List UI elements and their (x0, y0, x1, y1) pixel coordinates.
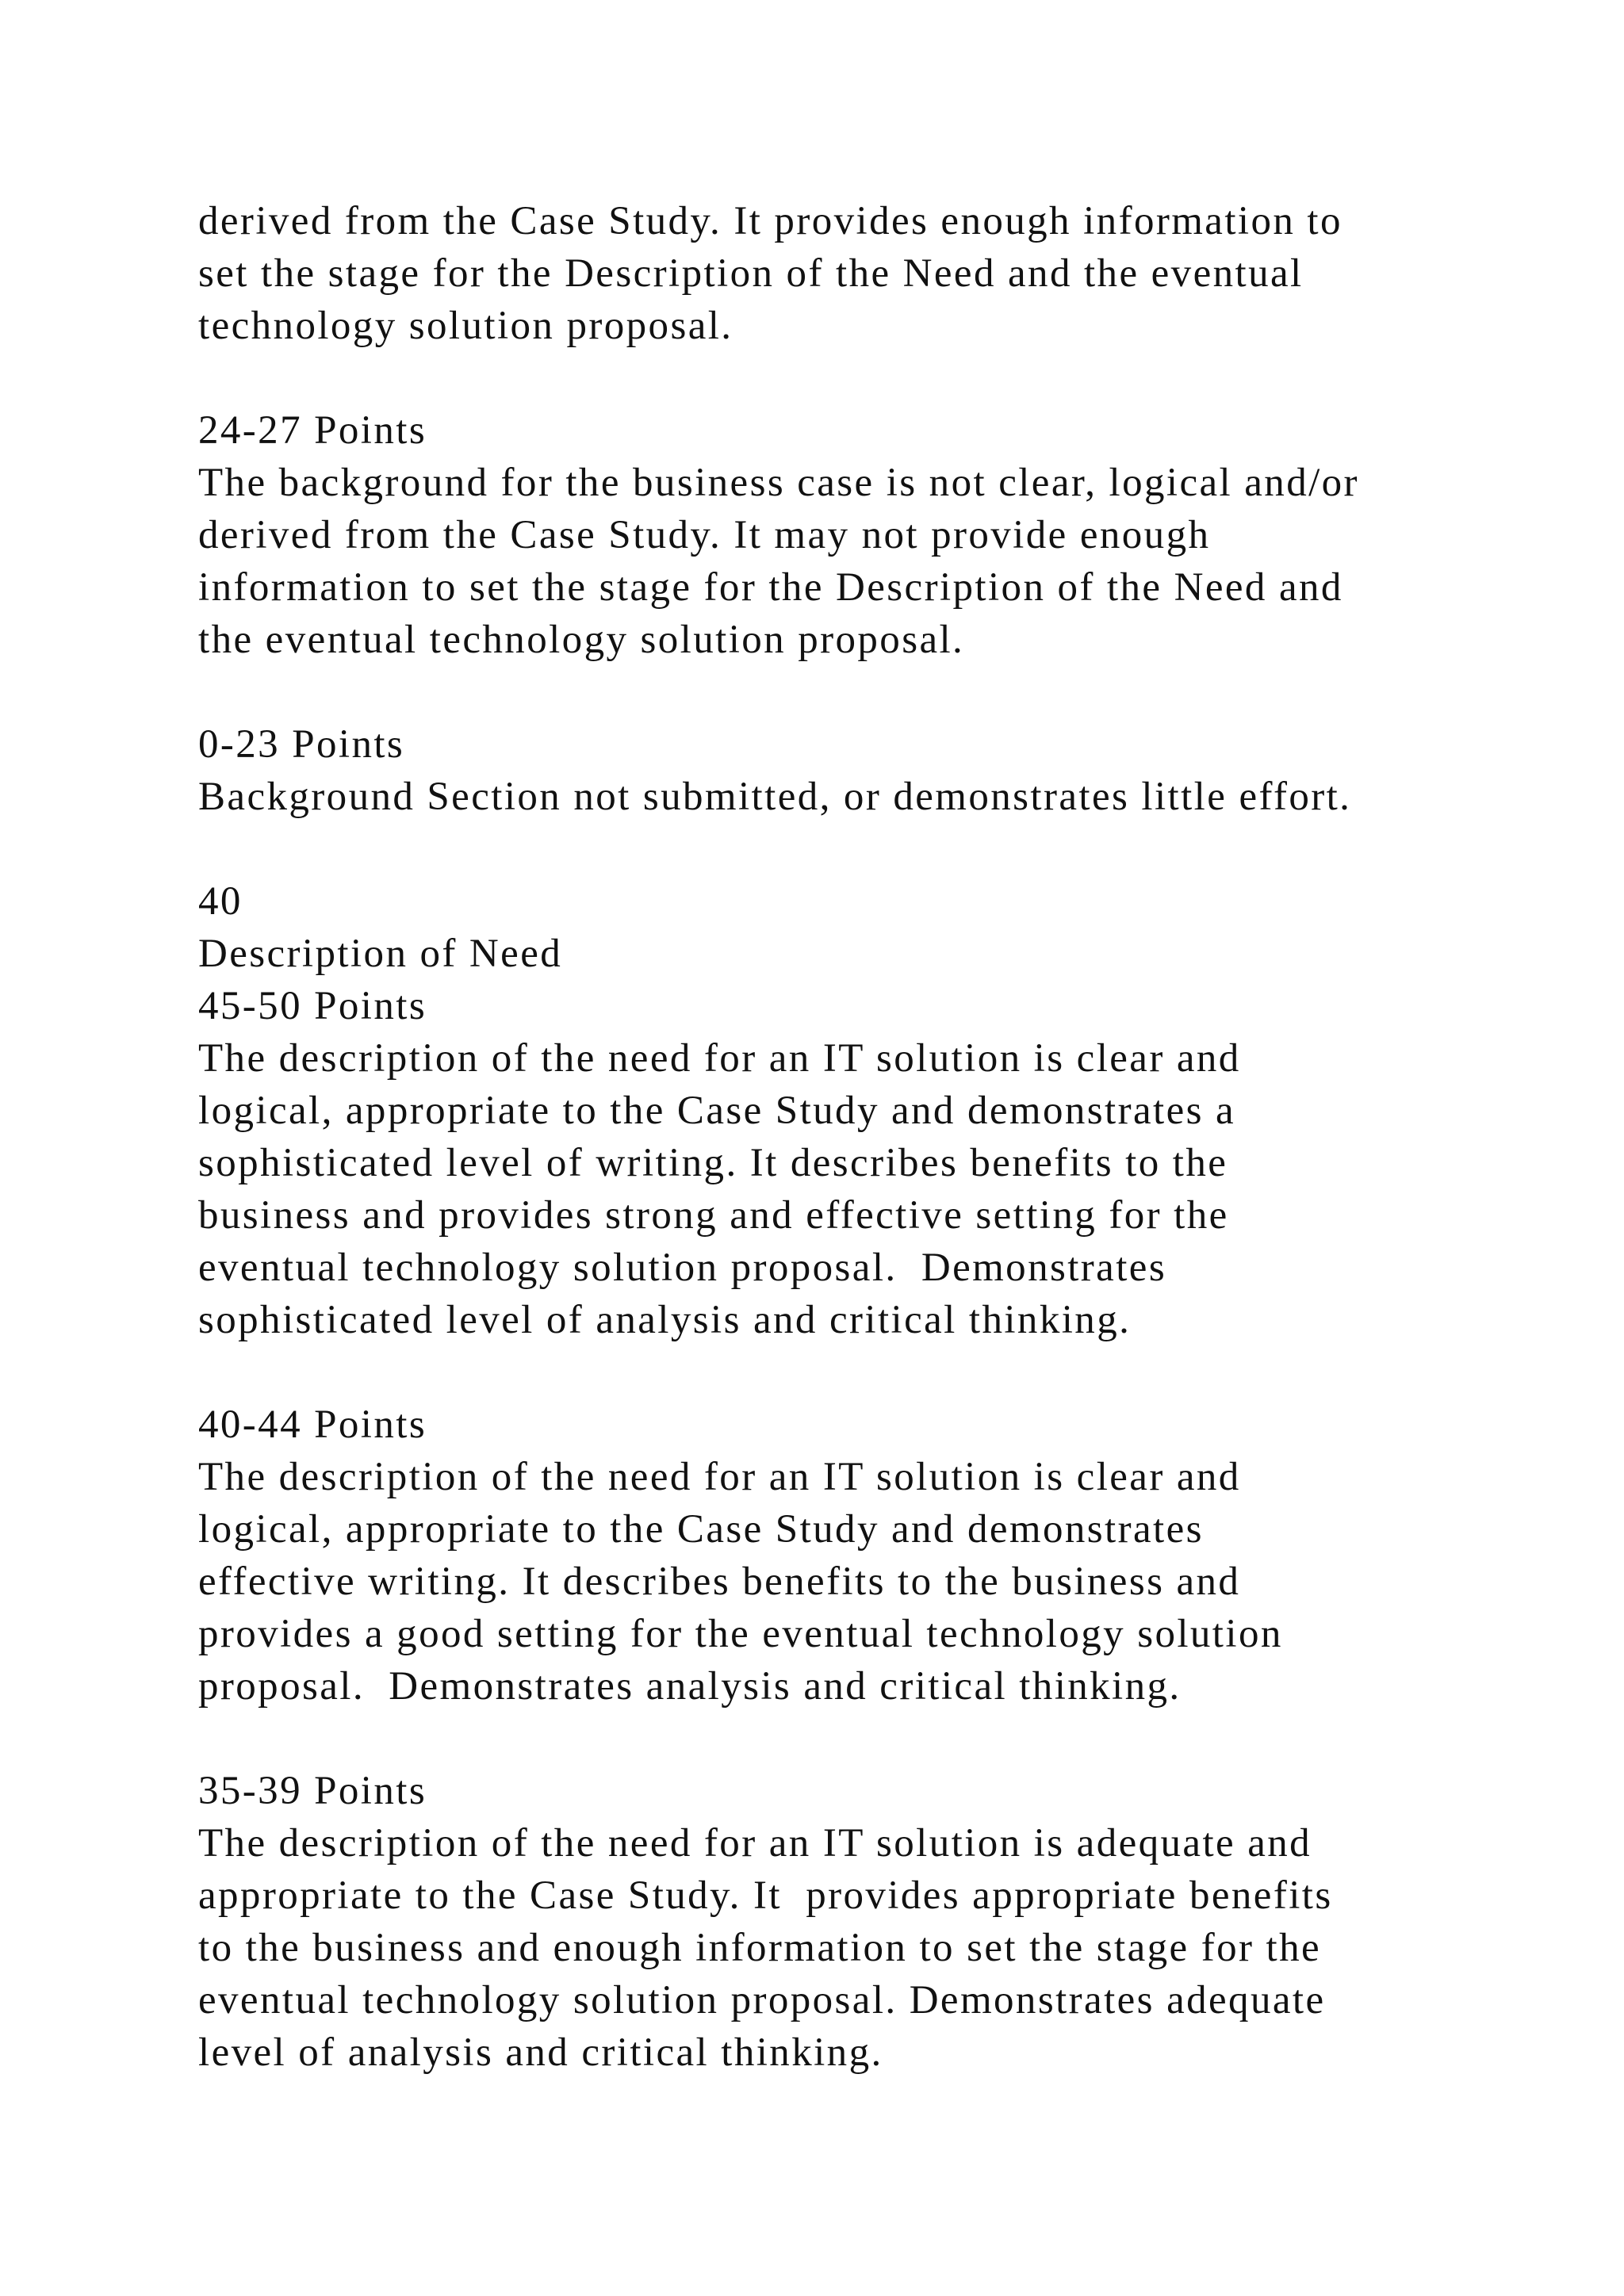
paragraph-line: set the stage for the Description of the Need and the eventual (198, 251, 1304, 296)
rubric-block-background-24-27 (198, 404, 1546, 666)
section-points-total: 40 (198, 879, 243, 924)
intro-paragraph (198, 195, 1546, 352)
rubric-block-background-0-23 (198, 718, 1546, 823)
paragraph-line: business and provides strong and effective setting for the (198, 1193, 1229, 1238)
paragraph-line: The description of the need for an IT solution is clear and (198, 1455, 1241, 1499)
paragraph-line: to the business and enough information to set the stage for the (198, 1926, 1322, 1970)
points-heading: 0-23 Points (198, 722, 405, 767)
points-heading: 45-50 Points (198, 984, 427, 1028)
paragraph-line: derived from the Case Study. It provides enough information to (198, 199, 1342, 243)
blank-line (198, 352, 1546, 404)
points-heading: 40-44 Points (198, 1402, 427, 1447)
paragraph-line: eventual technology solution proposal. Demonstrates adequate (198, 1978, 1326, 2022)
blank-line (198, 823, 1546, 875)
rubric-block-need-40-44 (198, 1399, 1546, 1712)
paragraph-line: Background Section not submitted, or demonstrates little effort. (198, 775, 1352, 819)
rubric-block-need-45-50 (198, 980, 1546, 1346)
points-heading: 35-39 Points (198, 1769, 427, 1813)
blank-line (198, 666, 1546, 718)
paragraph-line: information to set the stage for the Description of the Need and (198, 565, 1343, 610)
paragraph-line: provides a good setting for the eventual technology solution (198, 1612, 1283, 1656)
paragraph-line: level of analysis and critical thinking. (198, 2030, 883, 2075)
points-heading: 24-27 Points (198, 408, 427, 453)
section-title: Description of Need (198, 932, 563, 976)
paragraph-line: logical, appropriate to the Case Study and demonstrates a (198, 1089, 1236, 1133)
paragraph-line: effective writing. It describes benefits to the business and (198, 1559, 1241, 1604)
paragraph-line: appropriate to the Case Study. It provides appropriate benefits (198, 1873, 1333, 1918)
paragraph-line: The description of the need for an IT solution is adequate and (198, 1821, 1312, 1866)
paragraph-line: The background for the business case is not clear, logical and/or (198, 461, 1359, 505)
document-body (198, 195, 1546, 2079)
paragraph-line: derived from the Case Study. It may not provide enough (198, 513, 1211, 557)
section-header-description-of-need (198, 875, 1546, 980)
paragraph-line: sophisticated level of analysis and critical thinking. (198, 1298, 1132, 1342)
paragraph-line: logical, appropriate to the Case Study and demonstrates (198, 1507, 1204, 1552)
blank-line (198, 1346, 1546, 1399)
paragraph-line: the eventual technology solution proposal. (198, 618, 965, 662)
paragraph-line: proposal. Demonstrates analysis and critical thinking. (198, 1664, 1182, 1709)
paragraph-line: The description of the need for an IT solution is clear and (198, 1036, 1241, 1081)
rubric-block-need-35-39 (198, 1765, 1546, 2079)
paragraph-line: technology solution proposal. (198, 304, 733, 348)
blank-line (198, 1712, 1546, 1765)
paragraph-line: eventual technology solution proposal. Demonstrates (198, 1246, 1167, 1290)
paragraph-line: sophisticated level of writing. It describes benefits to the (198, 1141, 1228, 1185)
